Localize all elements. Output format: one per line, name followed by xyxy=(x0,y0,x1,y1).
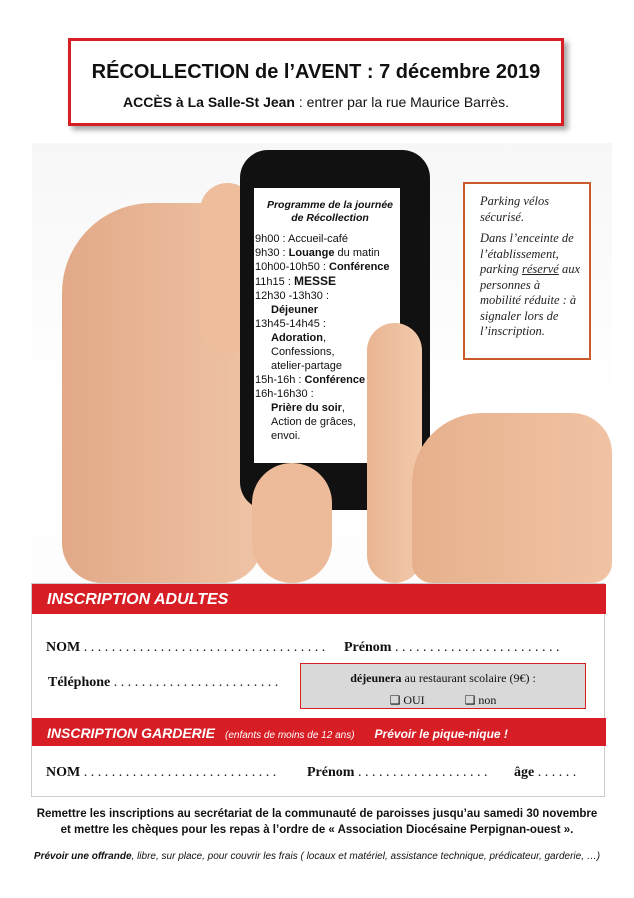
program-item: Prière du soir, xyxy=(271,402,345,414)
child-firstname-field[interactable] xyxy=(307,765,487,781)
header-box xyxy=(68,38,564,126)
program-item: envoi. xyxy=(271,430,301,442)
program-item: 16h-16h30 : xyxy=(255,388,314,400)
program-item: Adoration, xyxy=(271,332,327,344)
offering-note: Prévoir une offrande, libre, sur place, pour couvrir les frais ( locaux et matériel, assistance technique, prédicateur, garderie, …) xyxy=(33,851,601,862)
program-item: 9h00 : Accueil-café xyxy=(255,233,348,245)
access-location: ACCÈS à La Salle-St Jean xyxy=(123,94,295,110)
adult-phone-field[interactable] xyxy=(48,675,278,691)
access-instructions: : entrer par la rue Maurice Barrès. xyxy=(294,94,509,110)
program-item: Confessions, xyxy=(271,346,335,358)
child-firstname-blank[interactable]: . . . . . . . . . . . . . . . . . . . xyxy=(354,765,488,780)
program-title-line2: de Récollection xyxy=(291,212,369,224)
adult-phone-blank[interactable]: . . . . . . . . . . . . . . . . . . . . . . . . xyxy=(110,675,279,690)
access-info xyxy=(71,94,561,110)
submission-line2: et mettre les chèques pour les repas à l’ordre de « Association Diocésaine Perpignan-ouest ». xyxy=(60,824,574,836)
adult-name-blank[interactable]: . . . . . . . . . . . . . . . . . . . . . . . . . . . . . . . . . . . xyxy=(80,640,326,655)
adult-firstname-field[interactable] xyxy=(344,640,559,656)
childcare-heading-text: INSCRIPTION GARDERIE xyxy=(47,725,216,741)
child-firstname-label: Prénom xyxy=(307,765,355,780)
registration-form xyxy=(31,583,605,797)
childcare-age-note: (enfants de moins de 12 ans) xyxy=(225,730,355,741)
lunch-question: déjeunera au restaurant scolaire (9€) : xyxy=(350,671,536,685)
program-item: 11h15 : MESSE xyxy=(255,274,336,288)
program-item: 13h45-14h45 : xyxy=(255,318,326,330)
child-age-blank[interactable]: . . . . . . xyxy=(534,765,577,780)
child-name-blank[interactable]: . . . . . . . . . . . . . . . . . . . . . . . . . . . . xyxy=(80,765,277,780)
right-thumb-illustration xyxy=(252,463,332,583)
adult-firstname-label: Prénom xyxy=(344,640,392,655)
submission-instructions xyxy=(0,806,634,838)
program-item: 10h00-10h50 : Conférence xyxy=(255,261,390,273)
picnic-note: Prévoir le pique-nique ! xyxy=(374,727,508,741)
child-age-label: âge xyxy=(514,765,535,780)
page-title: RÉCOLLECTION de l’AVENT : 7 décembre 2019 xyxy=(91,61,541,83)
adult-name-field[interactable] xyxy=(46,640,325,656)
submission-line1: Remettre les inscriptions au secrétariat de la communauté de paroisses jusqu’au samedi 30 novembre xyxy=(36,808,598,820)
program-item: 9h30 : Louange du matin xyxy=(255,247,380,259)
adult-phone-label: Téléphone xyxy=(48,675,111,690)
parking-info-box xyxy=(463,182,591,360)
child-age-field[interactable] xyxy=(514,765,576,781)
program-item: Déjeuner xyxy=(271,304,319,316)
lunch-yes-checkbox[interactable]: ❑ OUI xyxy=(389,693,425,707)
right-hand-illustration xyxy=(412,413,612,583)
program-item: Action de grâces, xyxy=(271,416,356,428)
lunch-no-checkbox[interactable]: ❑ non xyxy=(464,693,497,707)
program-item: atelier-partage xyxy=(271,360,342,372)
adults-section-heading: INSCRIPTION ADULTES xyxy=(32,584,606,614)
lunch-choice-box xyxy=(300,663,586,709)
adult-name-label: NOM xyxy=(46,640,81,655)
reduced-mobility-note: Dans l’enceinte de l’établissement, parking réservé aux personnes à mobilité réduite : à signaler lors de l’inscription. xyxy=(480,231,580,338)
program-title-line1: Programme de la journée xyxy=(266,199,394,211)
program-title xyxy=(255,199,405,225)
program-list xyxy=(255,199,405,443)
child-name-label: NOM xyxy=(46,765,81,780)
bike-parking-note: Parking vélos sécurisé. xyxy=(480,194,550,224)
program-item: 12h30 -13h30 : xyxy=(255,290,330,302)
childcare-section-heading xyxy=(32,718,606,746)
program-item: 15h-16h : Conférence xyxy=(255,374,366,386)
adult-firstname-blank[interactable]: . . . . . . . . . . . . . . . . . . . . . . . . xyxy=(391,640,560,655)
child-name-field[interactable] xyxy=(46,765,276,781)
